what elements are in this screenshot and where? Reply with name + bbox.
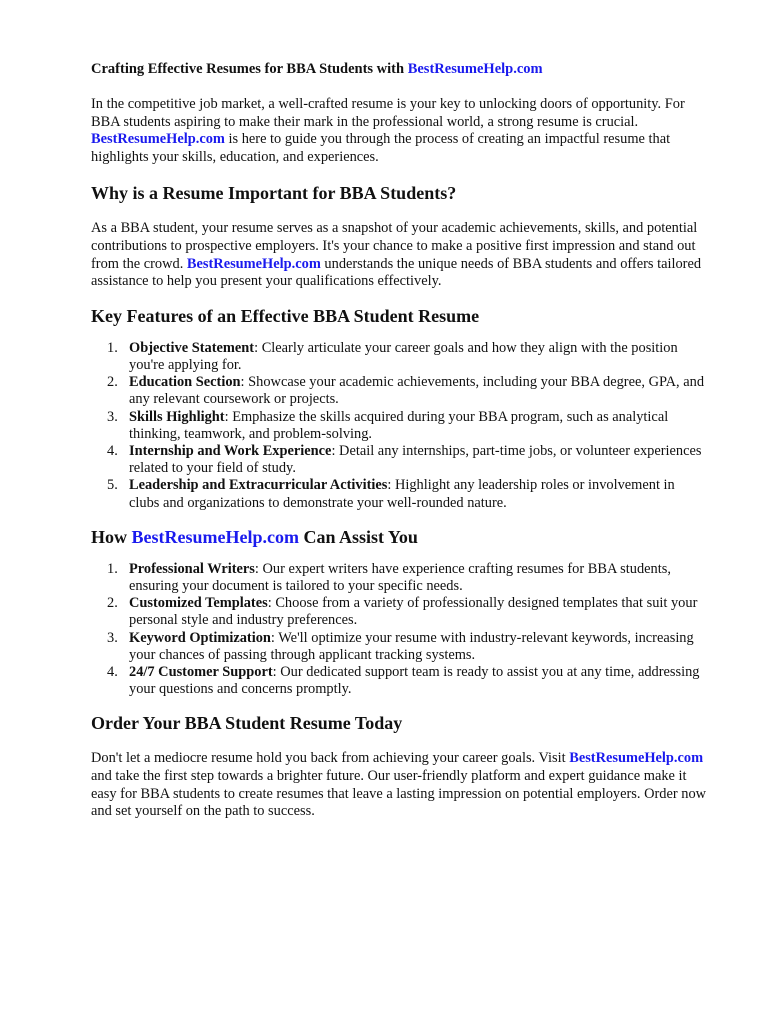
list-separator: : <box>272 664 277 680</box>
list-number: 2. <box>107 374 118 391</box>
list-item <box>91 630 708 664</box>
why-text-2: understands the unique needs of BBA students and offers tailored assistance to help you present your qualifications effectively. <box>91 255 702 290</box>
why-text-1: As a BBA student, your resume serves as a snapshot of your academic achievements, skills, and potential contributions to prospective employers. It's your chance to make a positive first impression and stand out from the crowd. <box>91 220 698 272</box>
list-separator: : <box>331 442 336 459</box>
order-heading: Order Your BBA Student Resume Today <box>91 713 403 734</box>
document-title <box>91 58 708 80</box>
order-paragraph <box>91 750 708 820</box>
intro-paragraph <box>91 96 708 166</box>
list-term: Leadership and Extracurricular Activities <box>129 477 388 494</box>
list-text: Our dedicated support team is ready to assist you at any time, addressing your questions and concerns promptly. <box>129 664 700 698</box>
assist-heading-pre: How <box>91 526 127 547</box>
title-text: Crafting Effective Resumes for BBA Students with <box>91 61 405 77</box>
list-item <box>91 664 708 698</box>
list-separator: : <box>254 560 259 577</box>
list-item <box>91 374 708 408</box>
list-item <box>91 595 708 629</box>
list-text: Choose from a variety of professionally designed templates that suit your personal style and industry preferences. <box>129 595 698 629</box>
list-number: 2. <box>107 595 118 612</box>
list-item <box>91 477 708 511</box>
list-number: 3. <box>107 629 118 646</box>
list-number: 1. <box>107 560 118 577</box>
list-item <box>91 340 708 374</box>
list-separator: : <box>240 374 245 391</box>
assist-heading-post: Can Assist You <box>303 526 418 547</box>
list-number: 4. <box>107 442 118 459</box>
list-term: Professional Writers <box>129 560 255 577</box>
list-item <box>91 409 708 443</box>
order-link[interactable]: BestResumeHelp.com <box>569 750 704 767</box>
why-link[interactable]: BestResumeHelp.com <box>186 255 321 272</box>
list-number: 5. <box>107 477 118 494</box>
list-term: Customized Templates <box>129 595 268 612</box>
list-text: We'll optimize your resume with industry-relevant keywords, increasing your chances of passing through applicant tracking systems. <box>129 629 694 663</box>
list-separator: : <box>267 595 272 612</box>
intro-text-1: In the competitive job market, a well-crafted resume is your key to unlocking doors of opportunity. For BBA students aspiring to make their mark in the professional world, a strong resume is crucial. <box>91 96 685 130</box>
features-list <box>91 340 708 512</box>
intro-text-2: is here to guide you through the process of creating an impactful resume that highlights your skills, education, and experiences. <box>91 131 671 165</box>
list-term: Objective Statement <box>129 339 255 356</box>
list-number: 4. <box>107 664 118 680</box>
assist-heading-link[interactable]: BestResumeHelp.com <box>131 526 299 547</box>
list-number: 3. <box>107 408 118 425</box>
list-separator: : <box>224 408 229 425</box>
assist-heading <box>91 526 708 548</box>
assist-list <box>91 561 708 699</box>
list-term: Education Section <box>129 374 241 391</box>
list-item <box>91 443 708 477</box>
list-separator: : <box>387 477 392 494</box>
list-term: Internship and Work Experience <box>129 442 332 459</box>
list-number: 1. <box>107 339 118 356</box>
list-term: Skills Highlight <box>129 408 225 425</box>
list-text: Our expert writers have experience crafting resumes for BBA students, ensuring your document is tailored to your specific needs. <box>129 560 671 594</box>
order-text-1: Don't let a mediocre resume hold you back from achieving your career goals. Visit <box>91 750 566 767</box>
list-text: Detail any internships, part-time jobs, or volunteer experiences related to your field of study. <box>129 442 702 477</box>
list-separator: : <box>254 339 259 356</box>
list-term: 24/7 Customer Support <box>129 664 273 680</box>
list-item <box>91 561 708 595</box>
title-link[interactable]: BestResumeHelp.com <box>407 61 543 77</box>
intro-link[interactable]: BestResumeHelp.com <box>91 131 225 148</box>
list-separator: : <box>270 629 275 646</box>
list-text: Showcase your academic achievements, including your BBA degree, GPA, and any relevant coursework or projects. <box>129 374 705 408</box>
list-text: Highlight any leadership roles or involvement in clubs and organizations to demonstrate your well-rounded nature. <box>129 477 675 511</box>
list-text: Emphasize the skills acquired during your BBA program, such as analytical thinking, teamwork, and problem-solving. <box>129 408 669 442</box>
why-paragraph <box>91 220 708 290</box>
features-heading: Key Features of an Effective BBA Student Resume <box>91 305 480 326</box>
list-text: Clearly articulate your career goals and how they align with the position you're applying for. <box>129 339 678 373</box>
order-text-2: and take the first step towards a brighter future. Our user-friendly platform and expert guidance make it easy for BBA students to create resumes that leave a lasting impression on potential employers. Order now and set yourself on the path to success. <box>91 768 707 820</box>
list-term: Keyword Optimization <box>129 629 271 646</box>
why-heading: Why is a Resume Important for BBA Students? <box>91 183 457 204</box>
